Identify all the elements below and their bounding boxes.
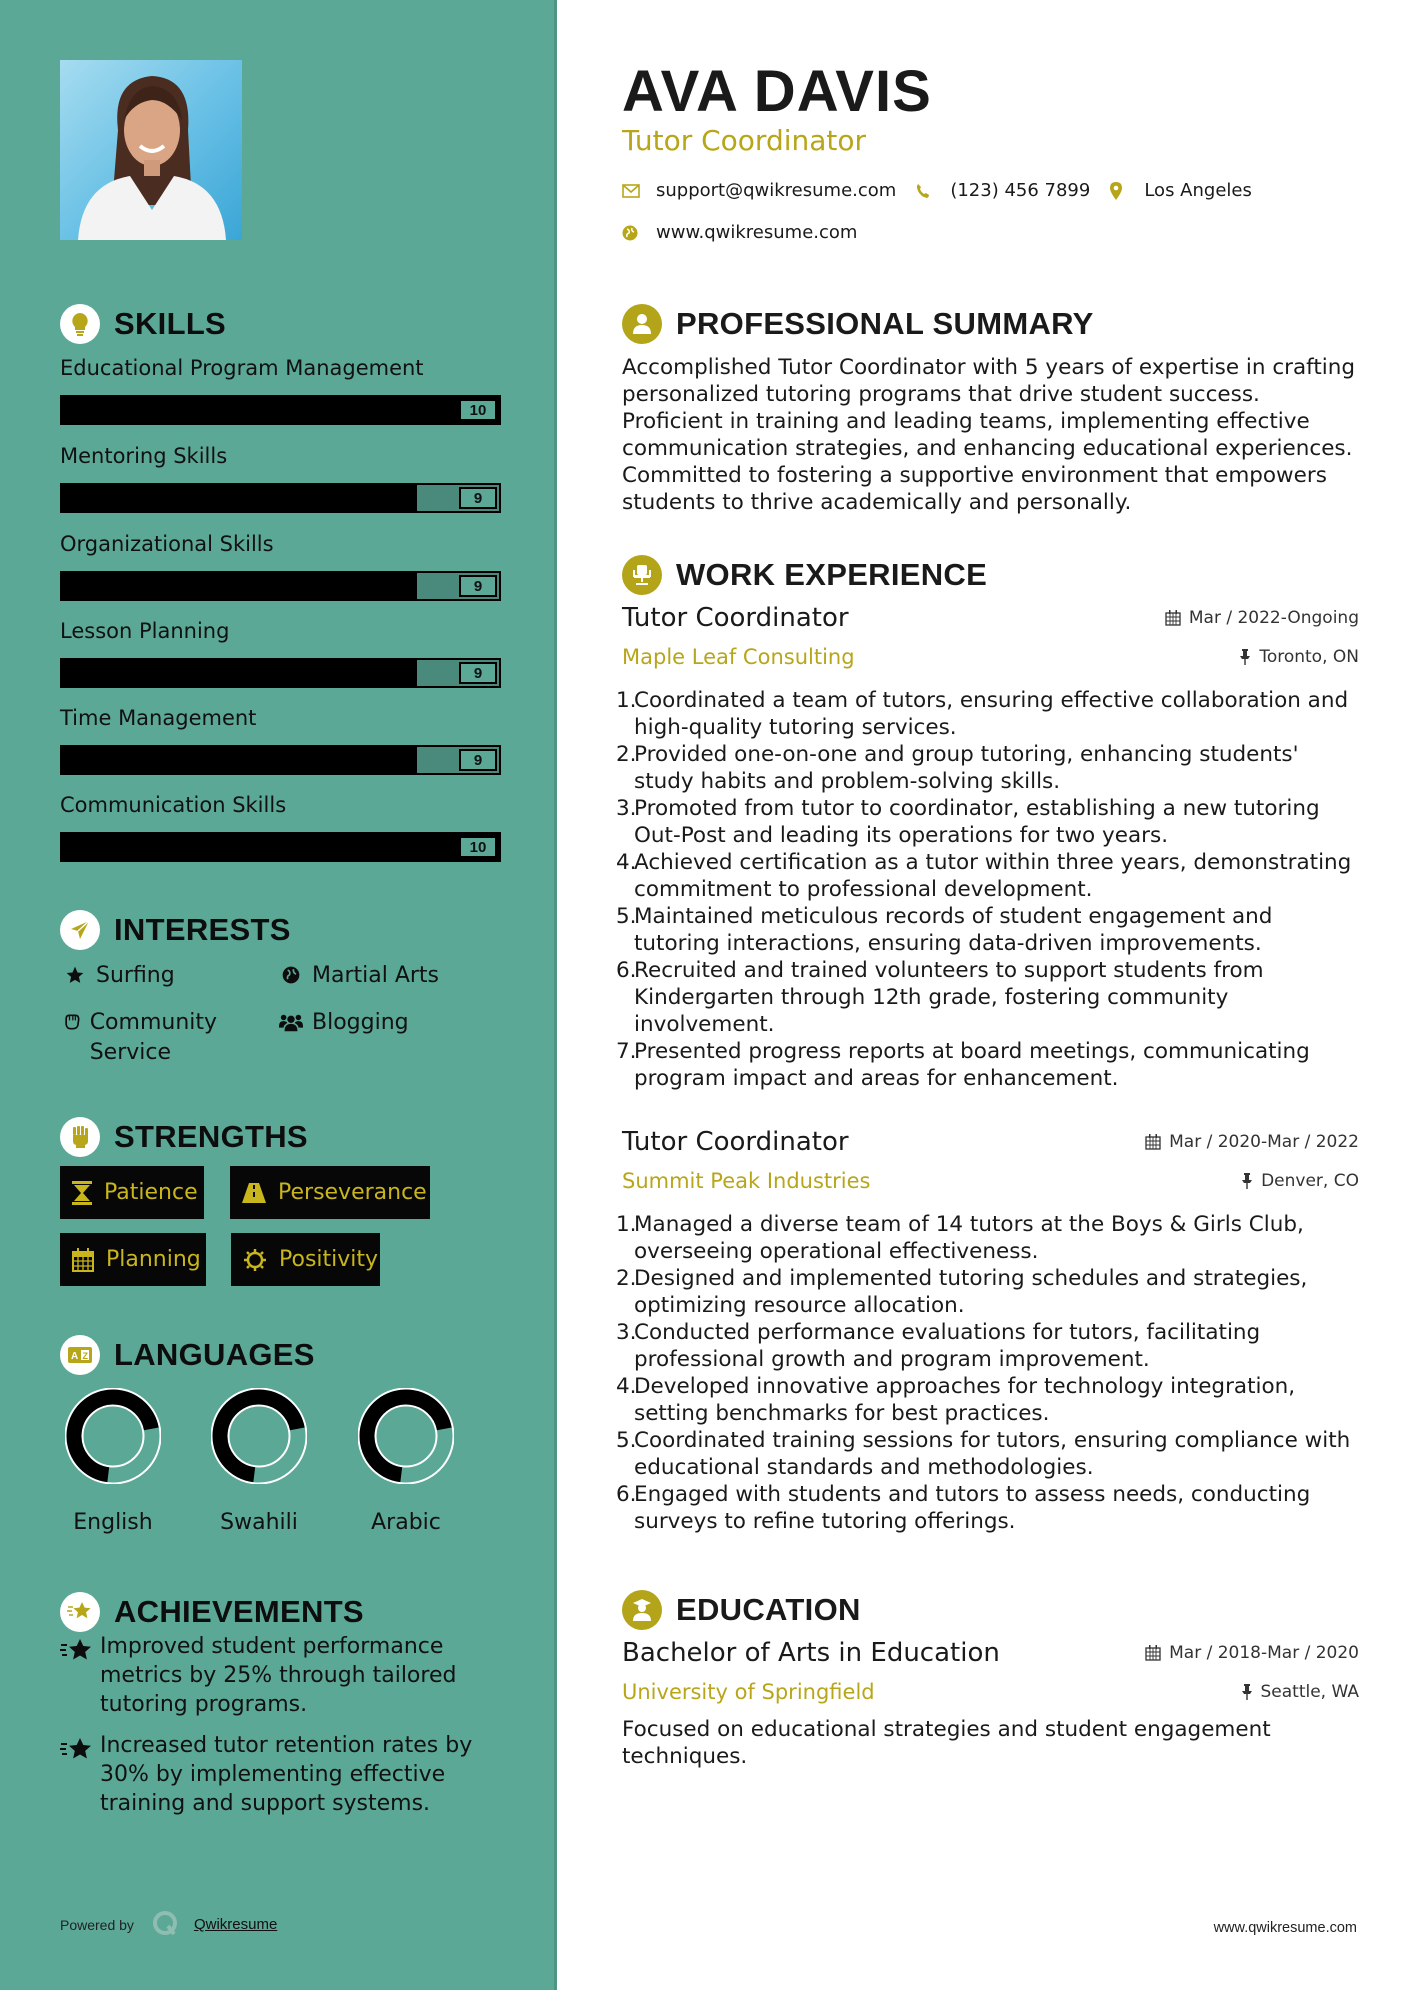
contact-phone[interactable]: [916, 180, 1090, 201]
language-icon: [60, 1335, 100, 1375]
skill-label: Lesson Planning: [60, 619, 230, 643]
job-location: [1241, 1171, 1359, 1191]
strength-label: Patience: [104, 1180, 198, 1205]
skill-label: Educational Program Management: [60, 356, 424, 380]
job-location: [1239, 647, 1359, 667]
contact-row: [622, 180, 1272, 201]
website-text: www.qwikresume.com: [656, 222, 858, 243]
interests-header: [60, 910, 291, 950]
skill-value: 10: [459, 836, 497, 858]
job-bullet: 1. Coordinated a team of tutors, ensuring effective collaboration and high-quality tutoring services.: [616, 688, 1349, 740]
interest-label: Blogging: [312, 1010, 409, 1035]
experience-header: [622, 555, 987, 595]
graduate-icon: [622, 1590, 662, 1630]
contact-email[interactable]: [622, 180, 896, 201]
footer-url[interactable]: www.qwikresume.com: [1213, 1920, 1357, 1936]
candidate-name: AVA DAVIS: [622, 59, 932, 124]
achievement-text: Increased tutor retention rates by 30% by implementing effective training and support systems.: [100, 1733, 473, 1816]
strength-badge: [60, 1166, 204, 1219]
interest-item: [60, 1008, 260, 1068]
skill-label: Communication Skills: [60, 793, 287, 817]
section-title: EDUCATION: [676, 1592, 861, 1627]
skill-item: [60, 529, 501, 601]
job-bullet: 2. Designed and implemented tutoring schedules and strategies, optimizing resource allocation.: [616, 1266, 1308, 1318]
section-title: STRENGTHS: [114, 1119, 308, 1154]
job-dates: [1145, 1132, 1359, 1152]
skill-item: [60, 616, 501, 688]
job-bullet: 3. Conducted performance evaluations for tutors, facilitating professional growth and program improvement.: [616, 1320, 1261, 1372]
job-bullet: 7. Presented progress reports at board meetings, communicating program impact and areas for enhancement.: [616, 1039, 1310, 1091]
job-dates-text: Mar / 2022-Ongoing: [1188, 608, 1359, 628]
job-bullet: 4. Achieved certification as a tutor within three years, demonstrating commitment to professional development.: [616, 850, 1352, 902]
job-entry: [616, 603, 1359, 1092]
skill-label: Time Management: [60, 706, 257, 730]
skill-item: [60, 441, 501, 513]
paper-plane-icon: [60, 910, 100, 950]
calendar-icon: [1145, 1645, 1161, 1661]
language-item: [346, 1388, 466, 1535]
language-donut: [358, 1388, 454, 1484]
skill-bar: [60, 658, 501, 688]
achievement-item: [60, 1731, 500, 1818]
contact-row-website: [622, 222, 877, 243]
lightbulb-icon: [60, 304, 100, 344]
language-label: Swahili: [220, 1510, 298, 1535]
job-bullet: 2. Provided one-on-one and group tutoring, enhancing students' study habits and problem-solving skills.: [616, 742, 1299, 794]
strength-badge: [231, 1233, 380, 1286]
education-description: Focused on educational strategies and student engagement techniques.: [622, 1717, 1271, 1769]
skill-value: 9: [459, 662, 497, 684]
education-entry: [622, 1638, 1359, 1770]
language-item: [199, 1388, 319, 1535]
education-location: [1241, 1682, 1360, 1702]
education-dates: [1145, 1643, 1359, 1663]
achievement-star-icon: [60, 1731, 100, 1767]
contact-location: [1110, 180, 1252, 201]
strength-label: Positivity: [279, 1247, 379, 1272]
qwikresume-link[interactable]: Qwikresume: [193, 1916, 278, 1933]
job-dates: [1165, 608, 1359, 628]
skill-item: [60, 353, 501, 425]
interest-item: [60, 961, 175, 991]
achievement-star-icon: [60, 1632, 100, 1668]
email-text: support@qwikresume.com: [656, 180, 897, 201]
job-bullets: [616, 1211, 1359, 1535]
road-icon: [242, 1183, 266, 1203]
job-bullet: 6. Engaged with students and tutors to assess needs, conducting surveys to refine tutoring offerings.: [616, 1482, 1311, 1534]
interest-label: Martial Arts: [312, 963, 440, 988]
qwikresume-logo-icon: [152, 1910, 178, 1939]
section-title: PROFESSIONAL SUMMARY: [676, 306, 1094, 341]
job-bullet: 1. Managed a diverse team of 14 tutors at the Boys & Girls Club, overseeing operational effectiveness.: [616, 1212, 1304, 1264]
job-bullets: [616, 687, 1359, 1092]
calendar-icon: [72, 1248, 94, 1272]
language-item: [53, 1388, 173, 1535]
contact-website[interactable]: [622, 222, 857, 243]
pushpin-icon: [1241, 1684, 1253, 1700]
job-entry: [616, 1127, 1359, 1535]
envelope-icon: [622, 184, 640, 198]
skill-item: [60, 703, 501, 775]
skill-value: 10: [459, 399, 497, 421]
achievement-star-icon: [60, 1592, 100, 1632]
office-chair-icon: [622, 555, 662, 595]
summary-header: [622, 304, 1094, 344]
skill-bar: [60, 395, 501, 425]
education-location-text: Seattle, WA: [1260, 1682, 1359, 1702]
strengths-header: [60, 1117, 308, 1157]
summary-text: Accomplished Tutor Coordinator with 5 years of expertise in crafting personalized tutoring programs that drive student success. Proficient in training and leading teams, implementing effective communication strategies, and enhancing educational experiences. Committed to fostering a supportive environment that empowers students to thrive academically and personally.: [622, 355, 1356, 515]
skill-value: 9: [459, 749, 497, 771]
interest-label: Surfing: [96, 963, 175, 988]
svg-text:Z: Z: [82, 1351, 88, 1361]
strength-badge: [230, 1166, 430, 1219]
job-location-text: Toronto, ON: [1259, 647, 1359, 667]
skill-bar: [60, 745, 501, 775]
skill-label: Mentoring Skills: [60, 444, 228, 468]
globe-icon: [276, 961, 306, 985]
school: University of Springfield: [622, 1680, 875, 1704]
powered-by: [60, 1910, 277, 1939]
skill-value: 9: [459, 575, 497, 597]
candidate-title: Tutor Coordinator: [622, 124, 867, 157]
main-content: [557, 0, 1407, 1990]
education-header: [622, 1590, 861, 1630]
skill-item: [60, 790, 501, 862]
job-bullet: 6. Recruited and trained volunteers to support students from Kindergarten through 12th grade, fostering community involvement.: [616, 958, 1264, 1037]
achievements-header: [60, 1592, 364, 1632]
achievement-item: [60, 1632, 500, 1719]
fist-icon: [60, 1117, 100, 1157]
skill-bar: [60, 571, 501, 601]
job-bullet: 4. Developed innovative approaches for technology integration, setting benchmarks for best practices.: [616, 1374, 1296, 1426]
user-icon: [622, 304, 662, 344]
section-title: LANGUAGES: [114, 1337, 315, 1372]
strength-badge: [60, 1233, 206, 1286]
job-bullet: 5. Coordinated training sessions for tutors, ensuring compliance with educational standards and methodologies.: [616, 1428, 1351, 1480]
interest-label: Community Service: [89, 1010, 218, 1065]
language-label: English: [73, 1510, 153, 1535]
svg-text:A: A: [71, 1351, 79, 1362]
section-title: INTERESTS: [114, 912, 291, 947]
hand-icon: [60, 1008, 84, 1032]
pushpin-icon: [1241, 1173, 1253, 1189]
sun-icon: [243, 1248, 267, 1272]
skills-header: [60, 304, 226, 344]
location-text: Los Angeles: [1144, 180, 1252, 201]
job-company: Maple Leaf Consulting: [622, 645, 855, 669]
skill-bar: [60, 483, 501, 513]
language-donut: [65, 1388, 161, 1484]
degree: Bachelor of Arts in Education: [622, 1638, 1000, 1668]
hourglass-icon: [72, 1181, 92, 1205]
job-bullet: 3. Promoted from tutor to coordinator, establishing a new tutoring Out-Post and leading its operations for two years.: [616, 796, 1320, 848]
interest-item: [276, 961, 439, 991]
section-title: WORK EXPERIENCE: [676, 557, 988, 592]
job-role: Tutor Coordinator: [622, 1127, 849, 1157]
achievement-text: Improved student performance metrics by 25% through tailored tutoring programs.: [100, 1634, 457, 1717]
star-icon: [60, 961, 90, 985]
map-pin-icon: [1110, 182, 1128, 200]
sidebar: [0, 0, 557, 1990]
strength-label: Perseverance: [278, 1180, 427, 1205]
job-company: Summit Peak Industries: [622, 1169, 871, 1193]
skill-label: Organizational Skills: [60, 532, 274, 556]
calendar-icon: [1145, 1134, 1161, 1150]
portrait-image: [60, 60, 242, 240]
languages-header: [60, 1335, 315, 1375]
job-dates-text: Mar / 2020-Mar / 2022: [1169, 1132, 1359, 1152]
language-donut: [211, 1388, 307, 1484]
job-role: Tutor Coordinator: [622, 603, 849, 633]
phone-text: (123) 456 7899: [950, 180, 1091, 201]
skill-value: 9: [459, 487, 497, 509]
globe-icon: [622, 225, 640, 241]
pushpin-icon: [1239, 649, 1251, 665]
users-icon: [276, 1008, 306, 1034]
skill-bar: [60, 832, 501, 862]
education-dates-text: Mar / 2018-Mar / 2020: [1169, 1643, 1359, 1663]
powered-by-label: Powered by: [60, 1916, 134, 1933]
phone-icon: [916, 183, 934, 199]
profile-photo: [60, 60, 242, 240]
language-label: Arabic: [371, 1510, 441, 1535]
interest-item: [276, 1008, 409, 1038]
section-title: SKILLS: [114, 306, 227, 341]
job-location-text: Denver, CO: [1261, 1171, 1359, 1191]
strength-label: Planning: [106, 1247, 201, 1272]
calendar-icon: [1165, 610, 1181, 626]
job-bullet: 5. Maintained meticulous records of student engagement and tutoring interactions, ensuring data-driven improvements.: [616, 904, 1273, 956]
section-title: ACHIEVEMENTS: [114, 1594, 364, 1629]
